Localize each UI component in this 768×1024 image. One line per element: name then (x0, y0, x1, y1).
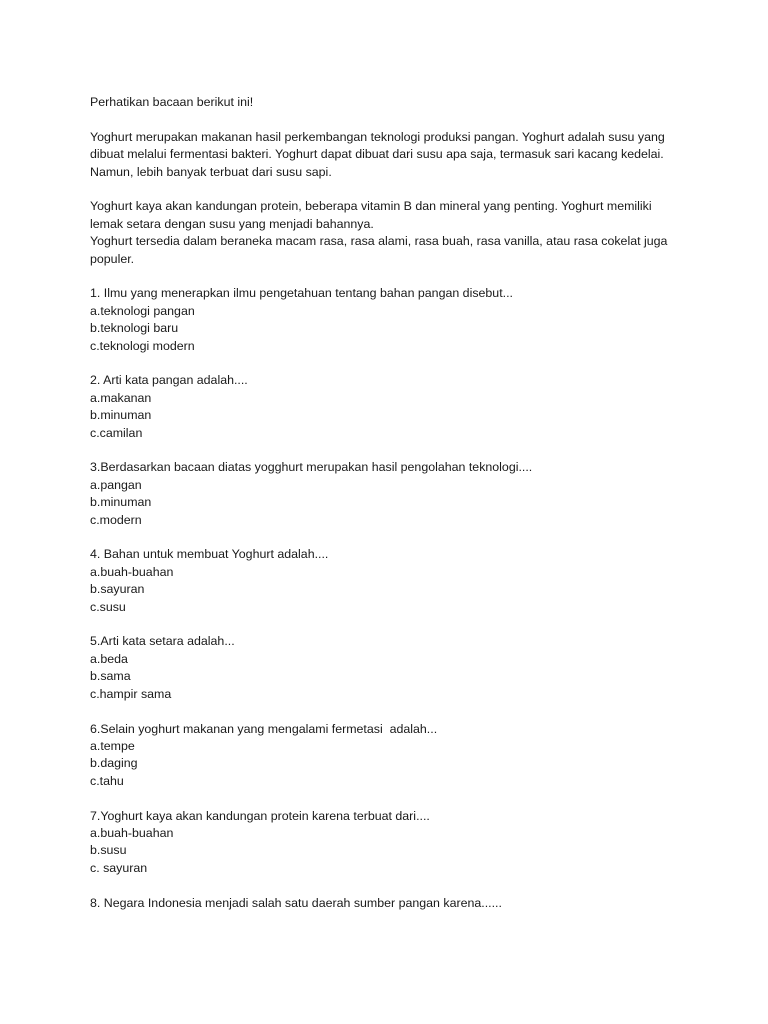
answer-option: b.minuman (90, 408, 152, 423)
intro-line (90, 94, 688, 111)
answer-option: c.hampir sama (90, 686, 172, 701)
passage-paragraph-1 (90, 129, 688, 181)
passage-line: Yoghurt kaya akan kandungan protein, beberapa vitamin B dan mineral yang penting. Yoghurt memiliki (90, 199, 652, 214)
question-text: 4. Bahan untuk membuat Yoghurt adalah.... (90, 547, 329, 562)
question-text: 3.Berdasarkan bacaan diatas yogghurt merupakan hasil pengolahan teknologi.... (90, 460, 533, 475)
answer-option: b.sama (90, 669, 131, 684)
question-text: 1. Ilmu yang menerapkan ilmu pengetahuan tentang bahan pangan disebut... (90, 286, 513, 301)
answer-option: b.daging (90, 756, 138, 771)
question-6 (90, 721, 688, 791)
question-4 (90, 546, 688, 616)
answer-option: b.susu (90, 843, 127, 858)
question-5 (90, 633, 688, 703)
answer-option: a.tempe (90, 738, 135, 753)
answer-option: a.buah-buahan (90, 564, 174, 579)
passage-paragraph-2 (90, 198, 688, 268)
question-8 (90, 895, 688, 912)
question-3 (90, 459, 688, 529)
passage-line: dibuat melalui fermentasi bakteri. Yoghurt dapat dibuat dari susu apa saja, termasuk sari kacang kedelai. (90, 147, 664, 162)
answer-option: c.tahu (90, 773, 124, 788)
answer-option: a.pangan (90, 477, 142, 492)
answer-option: a.buah-buahan (90, 825, 174, 840)
passage-line: populer. (90, 251, 135, 266)
question-text: 5.Arti kata setara adalah... (90, 634, 235, 649)
answer-option: c. sayuran (90, 860, 148, 875)
answer-option: c.camilan (90, 425, 143, 440)
answer-option: b.teknologi baru (90, 321, 179, 336)
answer-option: a.makanan (90, 390, 152, 405)
question-text: 6.Selain yoghurt makanan yang mengalami fermetasi adalah... (90, 721, 438, 736)
passage-line: lemak setara dengan susu yang menjadi bahannya. (90, 216, 374, 231)
answer-option: c.susu (90, 599, 126, 614)
answer-option: b.sayuran (90, 582, 145, 597)
question-text: 7.Yoghurt kaya akan kandungan protein karena terbuat dari.... (90, 808, 430, 823)
passage-line: Namun, lebih banyak terbuat dari susu sapi. (90, 164, 332, 179)
passage-line: Yoghurt tersedia dalam beraneka macam rasa, rasa alami, rasa buah, rasa vanilla, atau rasa cokelat juga (90, 234, 668, 249)
answer-option: a.beda (90, 651, 128, 666)
question-2 (90, 372, 688, 442)
question-text: 8. Negara Indonesia menjadi salah satu daerah sumber pangan karena...... (90, 895, 502, 910)
question-1 (90, 285, 688, 355)
question-7 (90, 808, 688, 878)
answer-option: b.minuman (90, 495, 152, 510)
answer-option: a.teknologi pangan (90, 303, 195, 318)
answer-option: c.teknologi modern (90, 338, 195, 353)
question-text: 2. Arti kata pangan adalah.... (90, 373, 248, 388)
passage-line: Yoghurt merupakan makanan hasil perkembangan teknologi produksi pangan. Yoghurt adalah susu yang (90, 129, 665, 144)
answer-option: c.modern (90, 512, 142, 527)
intro-text: Perhatikan bacaan berikut ini! (90, 95, 254, 109)
